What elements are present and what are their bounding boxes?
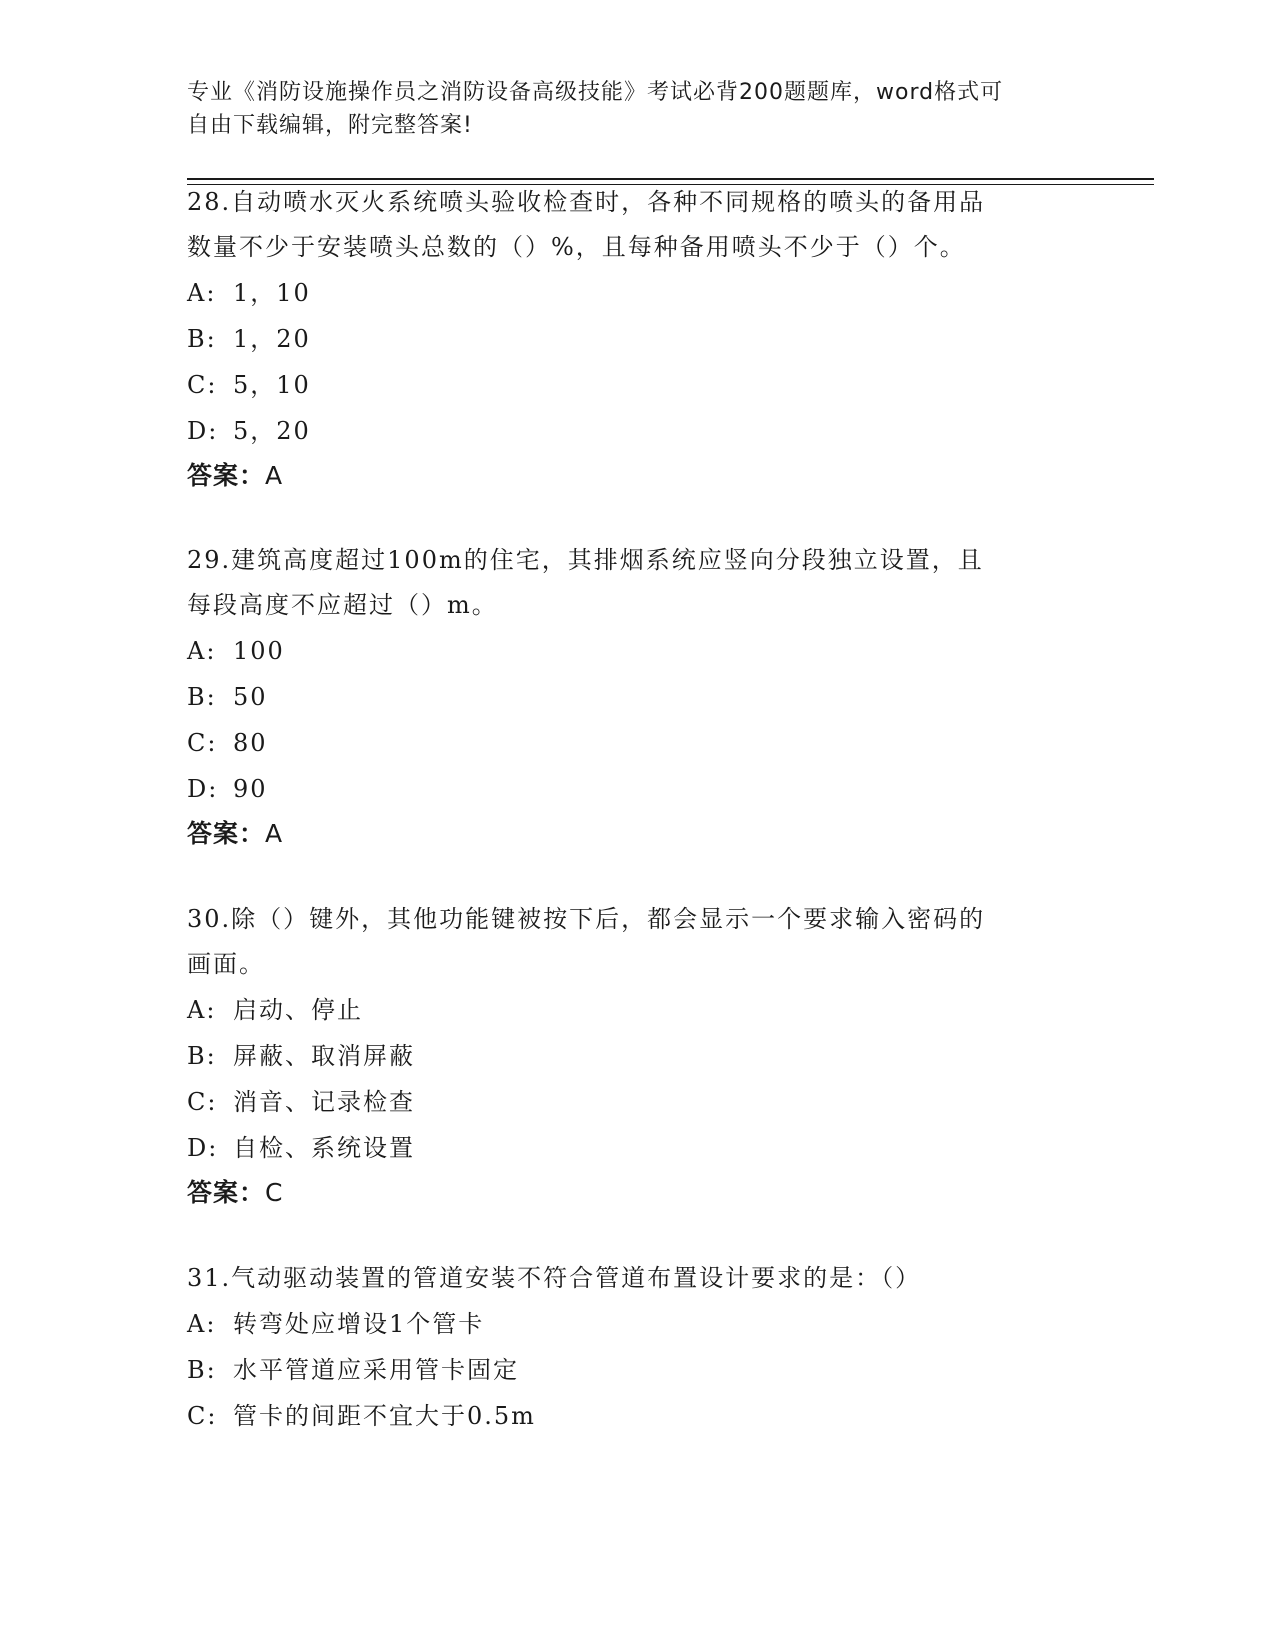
answer-line xyxy=(187,812,1087,856)
option-c xyxy=(187,362,1087,408)
option-letter: B: xyxy=(187,683,217,711)
question-line: 画面。 xyxy=(187,950,265,978)
answer-value: A xyxy=(265,819,284,848)
option-a xyxy=(187,1301,1087,1347)
answer-label: 答案： xyxy=(187,819,266,848)
option-text: 消音、记录检查 xyxy=(233,1088,415,1116)
question-31 xyxy=(187,1256,1087,1439)
option-letter: C: xyxy=(187,371,218,399)
option-text: 屏蔽、取消屏蔽 xyxy=(233,1042,415,1070)
answer-line xyxy=(187,454,1087,498)
question-text xyxy=(187,538,1087,628)
answer-label: 答案： xyxy=(187,1178,266,1207)
option-b xyxy=(187,674,1087,720)
question-line: 数量不少于安装喷头总数的（）%，且每种备用喷头不少于（）个。 xyxy=(187,233,966,261)
question-line: 28.自动喷水灭火系统喷头验收检查时，各种不同规格的喷头的备用品 xyxy=(187,188,986,216)
option-letter: A: xyxy=(187,279,217,307)
option-c xyxy=(187,1079,1087,1125)
option-a xyxy=(187,270,1087,316)
question-text xyxy=(187,180,1087,270)
question-text xyxy=(187,1256,1087,1301)
option-text: 管卡的间距不宜大于0.5m xyxy=(233,1402,536,1430)
option-text: 1，10 xyxy=(233,279,311,307)
question-line: 每段高度不应超过（）m。 xyxy=(187,591,498,619)
option-letter: A: xyxy=(187,996,217,1024)
answer-value: C xyxy=(265,1178,284,1207)
option-c xyxy=(187,1393,1087,1439)
question-text xyxy=(187,897,1087,987)
option-c xyxy=(187,720,1087,766)
option-a xyxy=(187,987,1087,1033)
option-text: 5，10 xyxy=(233,371,311,399)
header-line-2: 自由下载编辑，附完整答案! xyxy=(187,113,473,138)
answer-value: A xyxy=(265,461,284,490)
option-letter: C: xyxy=(187,729,218,757)
question-line: 30.除（）键外，其他功能键被按下后，都会显示一个要求输入密码的 xyxy=(187,905,986,933)
option-text: 90 xyxy=(233,775,268,803)
option-a xyxy=(187,628,1087,674)
option-text: 80 xyxy=(233,729,268,757)
option-d xyxy=(187,408,1087,454)
option-text: 50 xyxy=(233,683,268,711)
option-text: 1，20 xyxy=(233,325,311,353)
question-line: 29.建筑高度超过100m的住宅，其排烟系统应竖向分段独立设置，且 xyxy=(187,546,984,574)
option-text: 5，20 xyxy=(233,417,311,445)
option-text: 自检、系统设置 xyxy=(233,1134,415,1162)
option-b xyxy=(187,316,1087,362)
answer-line xyxy=(187,1171,1087,1215)
option-letter: C: xyxy=(187,1402,218,1430)
question-30 xyxy=(187,897,1087,1215)
option-d xyxy=(187,766,1087,812)
header-line-1: 专业《消防设施操作员之消防设备高级技能》考试必背200题题库，word格式可 xyxy=(187,80,1004,105)
option-letter: C: xyxy=(187,1088,218,1116)
option-text: 转弯处应增设1个管卡 xyxy=(233,1310,485,1338)
option-b xyxy=(187,1033,1087,1079)
option-d xyxy=(187,1125,1087,1171)
option-letter: A: xyxy=(187,1310,217,1338)
option-letter: A: xyxy=(187,637,217,665)
option-letter: D: xyxy=(187,775,219,803)
option-text: 水平管道应采用管卡固定 xyxy=(233,1356,519,1384)
option-letter: D: xyxy=(187,417,219,445)
option-letter: B: xyxy=(187,1356,217,1384)
answer-label: 答案： xyxy=(187,461,266,490)
question-28 xyxy=(187,180,1087,498)
option-b xyxy=(187,1347,1087,1393)
option-text: 100 xyxy=(233,637,285,665)
option-letter: B: xyxy=(187,1042,217,1070)
document-header xyxy=(187,76,1067,142)
option-letter: D: xyxy=(187,1134,219,1162)
option-letter: B: xyxy=(187,325,217,353)
question-line: 31.气动驱动装置的管道安装不符合管道布置设计要求的是：（） xyxy=(187,1264,922,1292)
question-29 xyxy=(187,538,1087,856)
option-text: 启动、停止 xyxy=(233,996,363,1024)
